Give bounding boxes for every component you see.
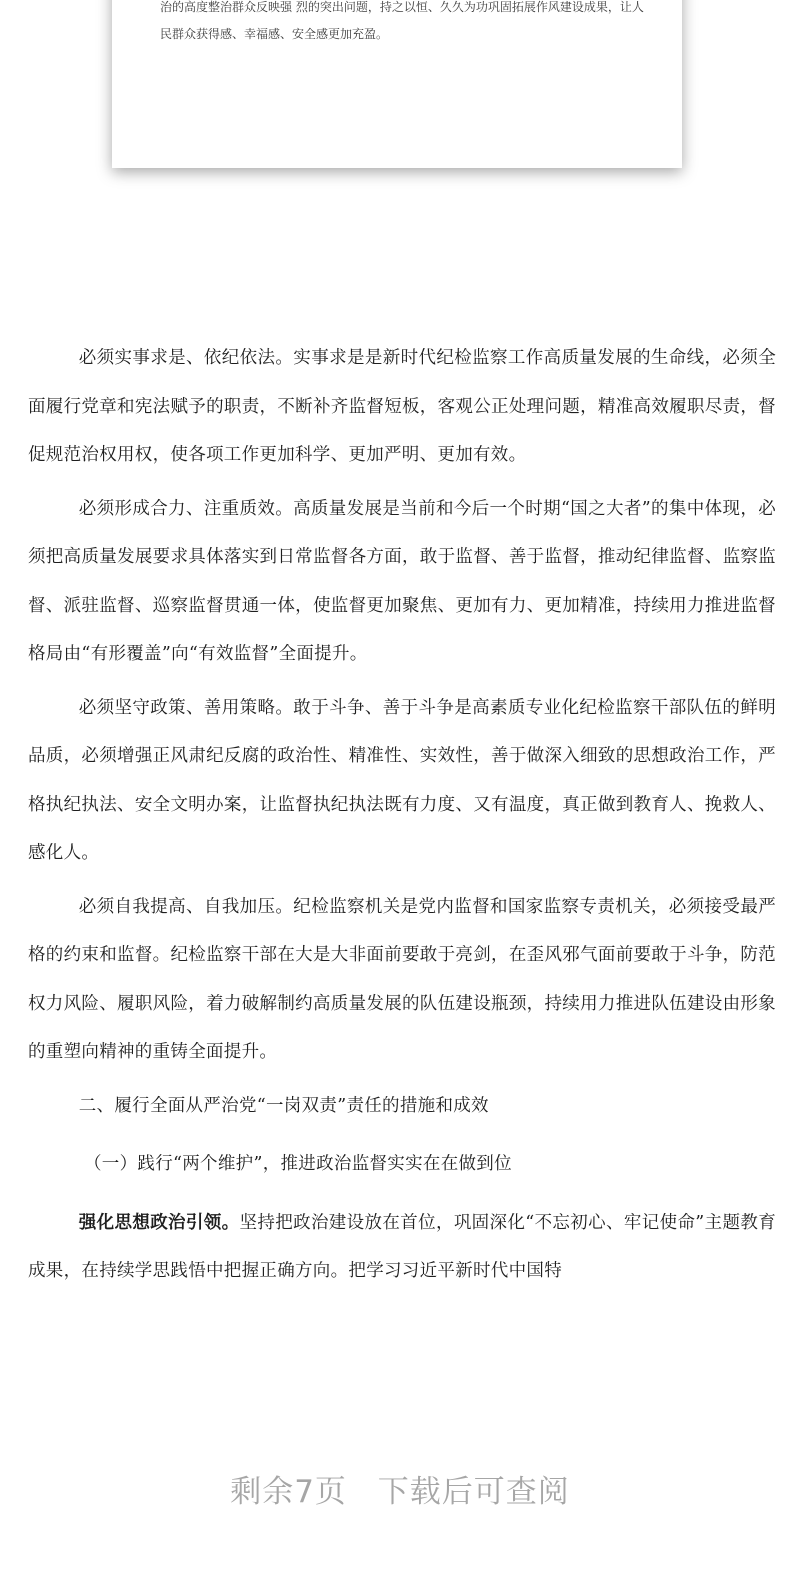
paragraph-synergy: 必须形成合力、注重质效。高质量发展是当前和今后一个时期“国之大者”的集中体现，必须把高质量发展要求具体落实到日常监督各方面，敢于监督、善于监督，推动纪律监督、监察监督、派驻监督、巡察监督贯通一体，使监督更加聚焦、更加有力、更加精准，持续用力推进监督格局由“有形覆盖”向“有效监督”全面提升。 [28, 498, 776, 664]
paragraph-ideological-guidance [28, 1199, 776, 1296]
paragraph-lead-phrase: 强化思想政治引领。 [78, 1212, 240, 1233]
paragraph-body-text: 坚持把政治建设放在首位，巩固深化“不忘初心、牢记使命”主题教育成果，在持续学思践悟中把握正确方向。把学习习近平新时代中国特 [28, 1212, 776, 1281]
document-body [28, 334, 776, 1301]
previous-page-preview [112, 0, 682, 168]
subsection-heading-one: （一）践行“两个维护”，推进政治监督实实在在做到位 [84, 1154, 512, 1174]
section-heading-two: 二、履行全面从严治党“一岗双责”责任的措施和成效 [78, 1095, 489, 1116]
preview-paragraph: 治的高度整治群众反映强 烈的突出问题，持之以恒、久久为功巩固拓展作风建设成果，让人民群众获得感、幸福感、安全感更加充盈。 [160, 0, 644, 41]
paragraph-policy: 必须坚守政策、善用策略。敢于斗争、善于斗争是高素质专业化纪检监察干部队伍的鲜明品质，必须增强正风肃纪反腐的政治性、精准性、实效性，善于做深入细致的思想政治工作，严格执纪执法、安全文明办案，让监督执纪执法既有力度、又有温度，真正做到教育人、挽救人、感化人。 [28, 697, 776, 863]
paragraph-seek-truth: 必须实事求是、依纪依法。实事求是是新时代纪检监察工作高质量发展的生命线，必须全面履行党章和宪法赋予的职责，不断补齐监督短板，客观公正处理问题，精准高效履职尽责，督促规范治权用权，使各项工作更加科学、更加严明、更加有效。 [28, 348, 776, 465]
remaining-pages-notice[interactable]: 剩余7页 下载后可查阅 [230, 1474, 570, 1510]
paragraph-self-improvement: 必须自我提高、自我加压。纪检监察机关是党内监督和国家监察专责机关，必须接受最严格的约束和监督。纪检监察干部在大是大非面前要敢于亮剑，在歪风邪气面前要敢于斗争，防范权力风险、履职风险，着力破解制约高质量发展的队伍建设瓶颈，持续用力推进队伍建设由形象的重塑向精神的重铸全面提升。 [28, 896, 776, 1062]
